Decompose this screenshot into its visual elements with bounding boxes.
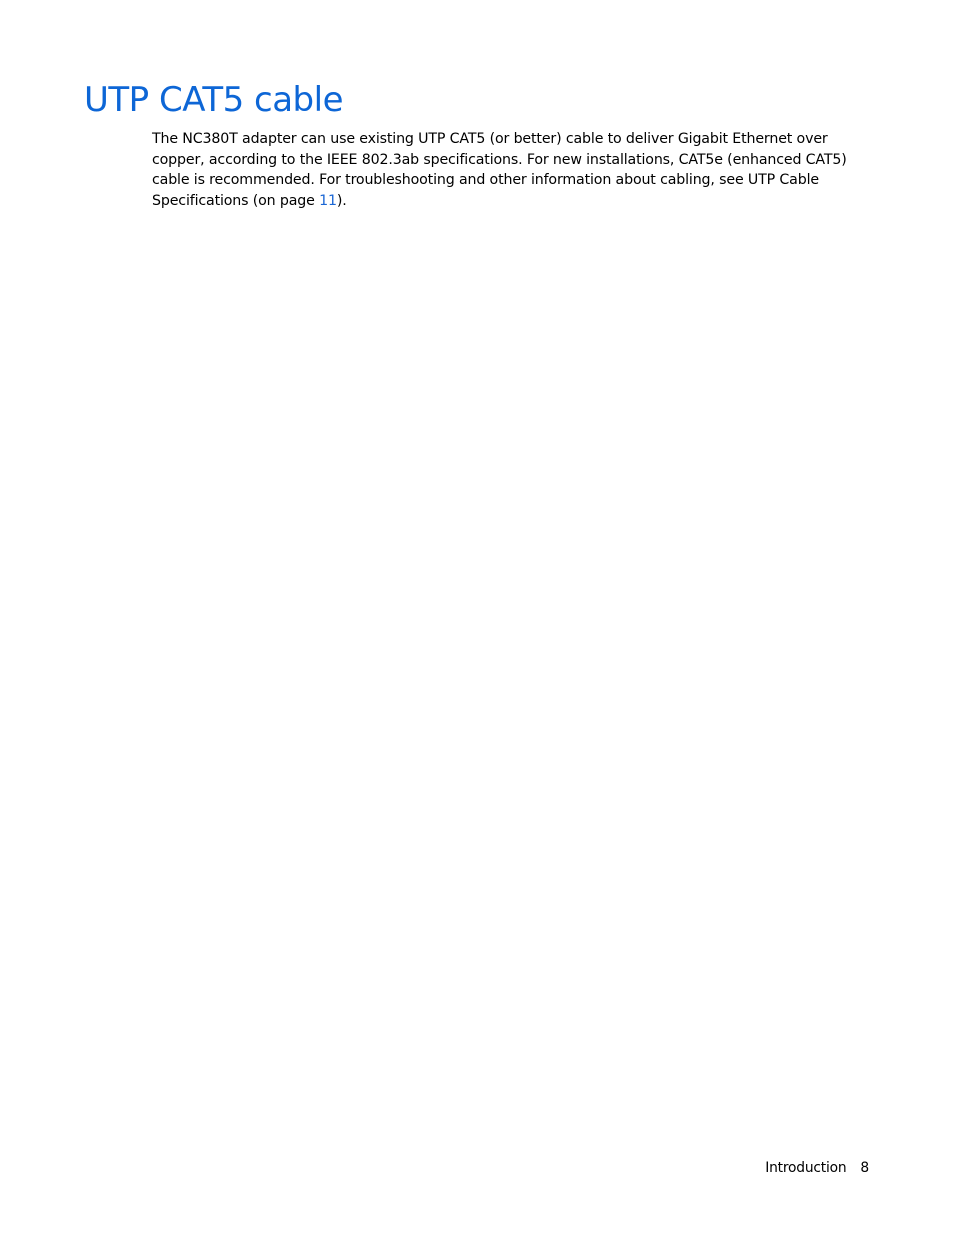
footer-section-label: Introduction: [765, 1160, 847, 1176]
page-footer: [765, 1158, 869, 1178]
paragraph-text-end: ).: [336, 192, 347, 209]
footer-page-number: 8: [860, 1160, 869, 1176]
body-paragraph: [152, 129, 854, 211]
page-reference-link[interactable]: 11: [319, 192, 337, 209]
paragraph-text: The NC380T adapter can use existing UTP CAT5 (or better) cable to deliver Gigabit Ethernet over copper, according to the IEEE 802.3ab specifications. For new installations, CAT5e (enhanced CAT5) cable is recommended. For troubleshooting and other information about cabling, see UTP Cable Specifications (on page: [152, 131, 847, 209]
page-title: UTP CAT5 cable: [84, 80, 344, 120]
